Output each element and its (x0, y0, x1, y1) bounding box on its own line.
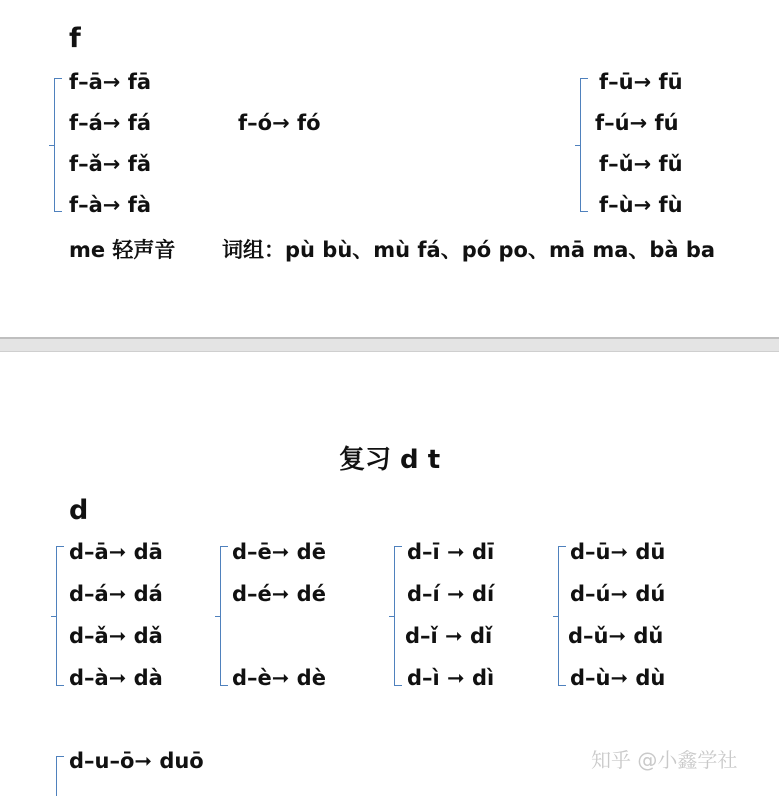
spelling-row: d–ǎ➞ dǎ (69, 624, 163, 648)
page-2 (0, 352, 779, 789)
watermark: 知乎 @小鑫学社 (591, 748, 738, 772)
neutral-tone-note: me 轻声音 (69, 238, 176, 262)
spelling-row: f–ǔ→ fǔ (599, 152, 683, 176)
spelling-row: d–í ➞ dí (407, 582, 495, 606)
spelling-row: d–á➞ dá (69, 582, 163, 606)
spelling-row: d–ǐ ➞ dǐ (405, 624, 493, 648)
spelling-row: d–ù➞ dù (570, 666, 666, 690)
spelling-row: f–ù→ fù (599, 193, 683, 217)
page-divider (0, 337, 779, 352)
brace-duo (56, 756, 64, 796)
word-group-line: 词组：pù bù、mù fá、pó po、mā ma、bà ba (222, 238, 716, 262)
page-title: 复习 d t (339, 445, 441, 475)
brace-group-i (394, 546, 402, 686)
spelling-row: d–è➞ dè (232, 666, 326, 690)
spelling-row: d–ū➞ dū (570, 540, 666, 564)
spelling-row: f–ú→ fú (595, 111, 679, 135)
brace-group-a (56, 546, 64, 686)
spelling-row: d–ē➞ dē (232, 540, 326, 564)
letter-heading-f: f (69, 23, 81, 54)
spelling-row: d–ì ➞ dì (407, 666, 495, 690)
brace-group-e (220, 546, 228, 686)
spelling-row: f–ǎ→ fǎ (69, 152, 152, 176)
spelling-row: f–á→ fá (69, 111, 152, 135)
spelling-row: f–ū→ fū (599, 70, 683, 94)
spelling-row: f–à→ fà (69, 193, 152, 217)
spelling-row: d–u–ō➞ duō (69, 749, 204, 773)
spelling-row: f–ā→ fā (69, 70, 152, 94)
page-1 (0, 0, 779, 337)
spelling-row: d–ī ➞ dī (407, 540, 495, 564)
spelling-row: d–ā➞ dā (69, 540, 163, 564)
spelling-row: d–ú➞ dú (570, 582, 666, 606)
spelling-row: d–é➞ dé (232, 582, 326, 606)
brace-left (54, 78, 62, 212)
letter-heading-d: d (69, 495, 89, 526)
brace-right (580, 78, 588, 212)
spelling-row: d–ǔ➞ dǔ (568, 624, 664, 648)
spelling-row: d–à➞ dà (69, 666, 163, 690)
spelling-row: f–ó→ fó (238, 111, 321, 135)
brace-group-u (558, 546, 566, 686)
